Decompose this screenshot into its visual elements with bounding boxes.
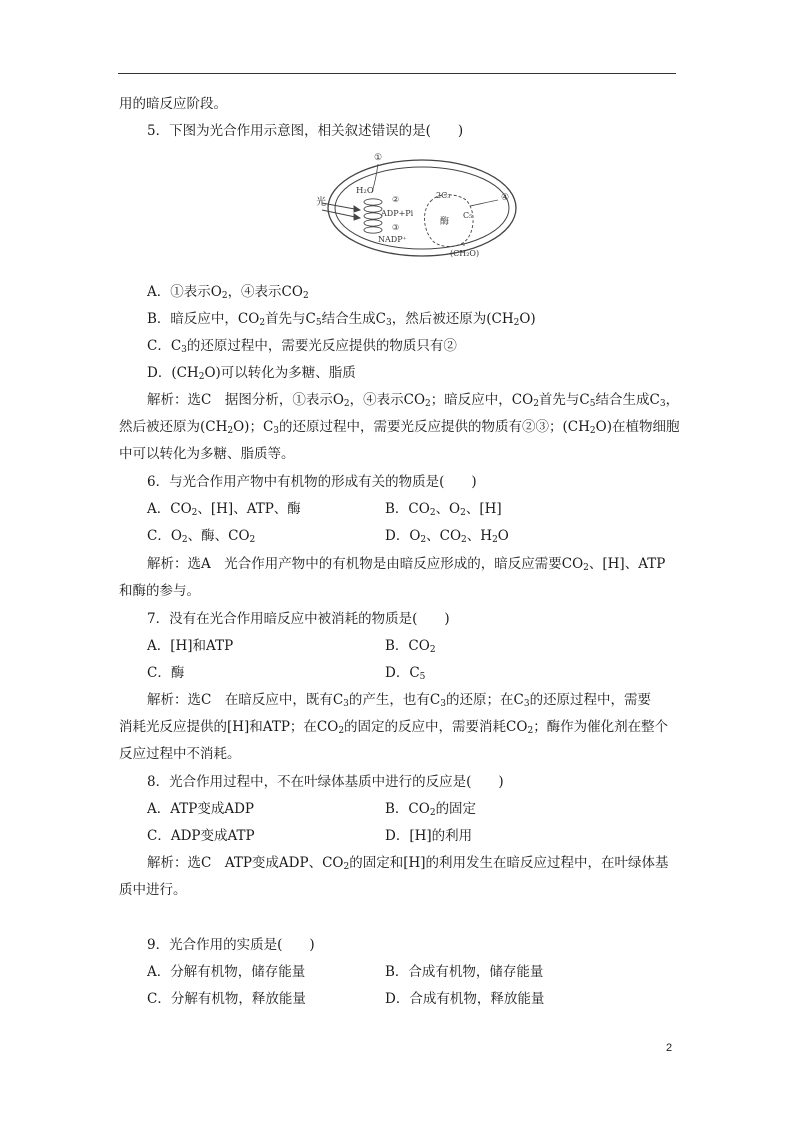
q9-option-b: B．合成有机物，储存能量 — [385, 964, 544, 980]
q8-option-a: A．ATP变成ADP — [147, 801, 255, 817]
q8-analysis-line2: 质中进行。 — [119, 882, 187, 898]
arrow-4 — [470, 200, 498, 206]
label-enzyme: 酶 — [440, 217, 450, 227]
q6-stem: 6．与光合作用产物中有机物的形成有关的物质是( ) — [147, 474, 477, 490]
intro-line: 用的暗反应阶段。 — [119, 96, 227, 112]
thylakoid-stack — [364, 199, 382, 233]
q9-stem: 9．光合作用的实质是( ) — [147, 937, 315, 953]
q7-option-a: A．[H]和ATP — [147, 638, 234, 654]
q5-stem: 5．下图为光合作用示意图，相关叙述错误的是( ) — [147, 123, 464, 139]
q7-option-b: B．$CO_2$ — [385, 638, 436, 655]
label-light: 光 — [316, 197, 326, 208]
q5-analysis-line2: 然后被还原为$(CH_2O)$；$C_3$的还原过程中，需要光反应提供的物质有②③；$(CH_2O)$在植物细胞 — [119, 419, 680, 436]
q6-analysis-line1: 解析：选A 光合作用产物中的有机物是由暗反应形成的，暗反应需要$CO_2$、[H]、ATP — [147, 556, 666, 573]
q5-option-a: A．①表示$O_2$，④表示$CO_2$ — [147, 284, 309, 301]
label-nadp: NADP⁺ — [378, 235, 407, 244]
label-3: ③ — [392, 223, 400, 232]
q5-option-c: C．$C_3$的还原过程中，需要光反应提供的物质只有② — [147, 338, 457, 355]
q7-stem: 7．没有在光合作用暗反应中被消耗的物质是( ) — [147, 611, 450, 627]
label-4: ④ — [501, 193, 510, 203]
q7-option-c: C．酶 — [147, 665, 185, 681]
q7-analysis-line2: 消耗光反应提供的[H]和ATP；在$CO_2$的固定的反应中，需要消耗$CO_2$；酶作为催化剂在整个 — [119, 719, 669, 736]
q6-option-b: B．$CO_2$、$O_2$、[H] — [385, 501, 502, 518]
label-c5: C₅ — [463, 211, 473, 220]
q8-option-c: C．ADP变成ATP — [147, 828, 255, 844]
q5-analysis-line3: 中可以转化为多糖、脂质等。 — [119, 446, 295, 462]
label-1: ① — [374, 153, 383, 163]
q5-option-d: D．$(CH_2O)$可以转化为多糖、脂质 — [147, 365, 356, 382]
q8-stem: 8．光合作用过程中，不在叶绿体基质中进行的反应是( ) — [147, 774, 504, 790]
q9-option-a: A．分解有机物，储存能量 — [147, 964, 306, 980]
q5-option-b: B．暗反应中，$CO_2$首先与$C_5$结合生成$C_3$，然后被还原为$(CH_2O)$ — [147, 311, 536, 328]
q8-option-d: D．[H]的利用 — [385, 828, 473, 844]
label-ch2o: (CH₂O) — [450, 249, 480, 258]
header-rule — [118, 73, 676, 74]
q5-analysis-line1: 解析：选C 据图分析，①表示$O_2$，④表示$CO_2$；暗反应中，$CO_2$首先与$C_5$结合生成$C_3$， — [147, 392, 680, 409]
q9-option-d: D．合成有机物，释放能量 — [385, 991, 545, 1007]
page-number: 2 — [666, 1042, 673, 1054]
label-h2o: H₂O — [356, 186, 374, 196]
label-adp: ADP+Pi — [381, 209, 414, 218]
label-2c3: 2C₃ — [436, 191, 451, 200]
photosynthesis-diagram — [318, 148, 518, 264]
q7-analysis-line1: 解析：选C 在暗反应中，既有$C_3$的产生，也有$C_3$的还原；在$C_3$的还原过程中，需要 — [147, 692, 652, 709]
q6-option-c: C．$O_2$、酶、$CO_2$ — [147, 528, 256, 545]
q9-option-c: C．分解有机物，释放能量 — [147, 991, 306, 1007]
q6-option-d: D．$O_2$、$CO_2$、$H_2O$ — [385, 528, 509, 545]
q8-analysis-line1: 解析：选C ATP变成ADP、$CO_2$的固定和[H]的利用发生在暗反应过程中，在叶绿体基 — [147, 855, 669, 872]
q7-analysis-line3: 反应过程中不消耗。 — [119, 746, 241, 762]
chloroplast-inner-membrane — [335, 167, 509, 249]
label-2: ② — [392, 195, 400, 204]
q7-option-d: D．$C_5$ — [385, 665, 426, 682]
q6-option-a: A．$CO_2$、[H]、ATP、酶 — [147, 501, 301, 518]
q6-analysis-line2: 和酶的参与。 — [119, 583, 200, 599]
q8-option-b: B．$CO_2$的固定 — [385, 801, 477, 818]
